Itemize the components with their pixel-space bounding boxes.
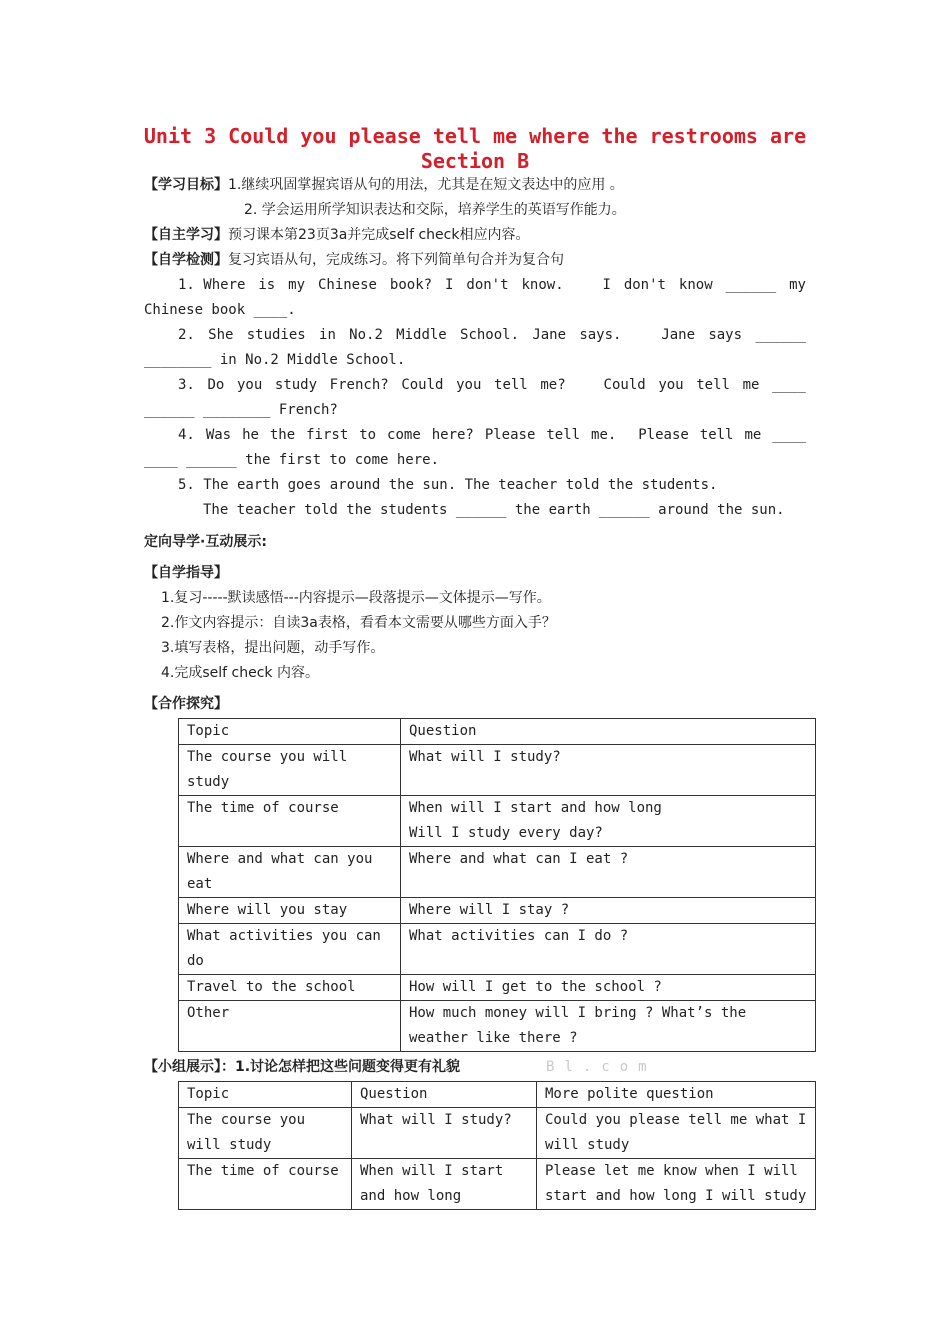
exercise-5-line-1: 5. The earth goes around the sun. The teacher told the students. — [178, 477, 718, 493]
guide-item-3: 3.填写表格，提出问题，动手写作。 — [161, 640, 385, 656]
table-row: Where and what can you eat Where and what can I eat ? — [179, 847, 816, 898]
header-polite-question: More polite question — [537, 1082, 816, 1108]
objective-1: 1.继续巩固掌握宾语从句的用法，尤其是在短文表达中的应用 。 — [228, 177, 624, 193]
exercise-4-line-1: 4. Was he the first to come here? Please tell me. Please tell me ____ — [178, 427, 806, 443]
group-table — [178, 1081, 816, 1210]
exercise-2-line-1: 2. She studies in No.2 Middle School. Jane says. Jane says ______ — [178, 327, 806, 343]
exercise-5-line-2: The teacher told the students ______ the earth ______ around the sun. — [203, 502, 785, 518]
exercise-1-line-1: 1. Where is my Chinese book? I don't know. I don't know ______ my — [178, 277, 806, 293]
guide-label: 【自学指导】 — [144, 565, 228, 581]
table-row: Where will you stay Where will I stay ? — [179, 898, 816, 924]
exercise-1-line-2: Chinese book ____. — [144, 302, 296, 318]
objectives-row-1 — [144, 173, 624, 198]
guided-heading: 定向导学·互动展示: — [144, 534, 267, 550]
objectives-label: 【学习目标】 — [144, 177, 228, 193]
table-row: Other How much money will I bring ? What’s the weather like there ? — [179, 1001, 816, 1052]
table-row: The time of course When will I start and how long Please let me know when I will start and how long I will study — [179, 1159, 816, 1210]
table-row: What activities you can do What activities can I do ? — [179, 924, 816, 975]
coop-label: 【合作探究】 — [144, 696, 228, 712]
exercise-3-line-2: ______ ________ French? — [144, 402, 338, 418]
self-study-text: 预习课本第23页3a并完成self check相应内容。 — [228, 227, 530, 243]
table-header-row — [179, 1082, 816, 1108]
title-line-1: Unit 3 Could you please tell me where the restrooms are — [143, 124, 807, 148]
table-row: The course you will study What will I study? Could you please tell me what I will study — [179, 1108, 816, 1159]
guide-item-1: 1.复习-----默读感悟---内容提示—段落提示—文体提示—写作。 — [161, 590, 551, 606]
table-row: The course you will study What will I study? — [179, 745, 816, 796]
group-label: 【小组展示】：1.讨论怎样把这些问题变得更有礼貌 — [144, 1059, 461, 1075]
self-test-label: 【自学检测】 — [144, 252, 228, 268]
table-row: The time of course When will I start and how long Will I study every day? — [179, 796, 816, 847]
guide-item-2: 2.作文内容提示：自读3a表格，看看本文需要从哪些方面入手？ — [161, 615, 556, 631]
exercise-2-line-2: ________ in No.2 Middle School. — [144, 352, 406, 368]
exercise-4-line-2: ____ ______ the first to come here. — [144, 452, 440, 468]
coop-table — [178, 718, 816, 1052]
exercise-3-line-1: 3. Do you study French? Could you tell me? Could you tell me ____ — [178, 377, 806, 393]
objective-2: 2. 学会运用所学知识表达和交际，培养学生的英语写作能力。 — [244, 202, 626, 218]
self-test-row — [144, 248, 564, 273]
self-test-text: 复习宾语从句，完成练习。将下列简单句合并为复合句 — [228, 252, 564, 268]
self-study-row — [144, 223, 529, 248]
watermark-text: Bl.com — [546, 1059, 657, 1075]
header-question: Question — [401, 719, 816, 745]
title-line-2: Section B — [420, 149, 530, 173]
table-row: Travel to the school How will I get to the school ? — [179, 975, 816, 1001]
header-topic: Topic — [179, 1082, 352, 1108]
table-header-row — [179, 719, 816, 745]
header-question: Question — [352, 1082, 537, 1108]
self-study-label: 【自主学习】 — [144, 227, 228, 243]
header-topic: Topic — [179, 719, 401, 745]
guide-item-4: 4.完成self check 内容。 — [161, 665, 319, 681]
